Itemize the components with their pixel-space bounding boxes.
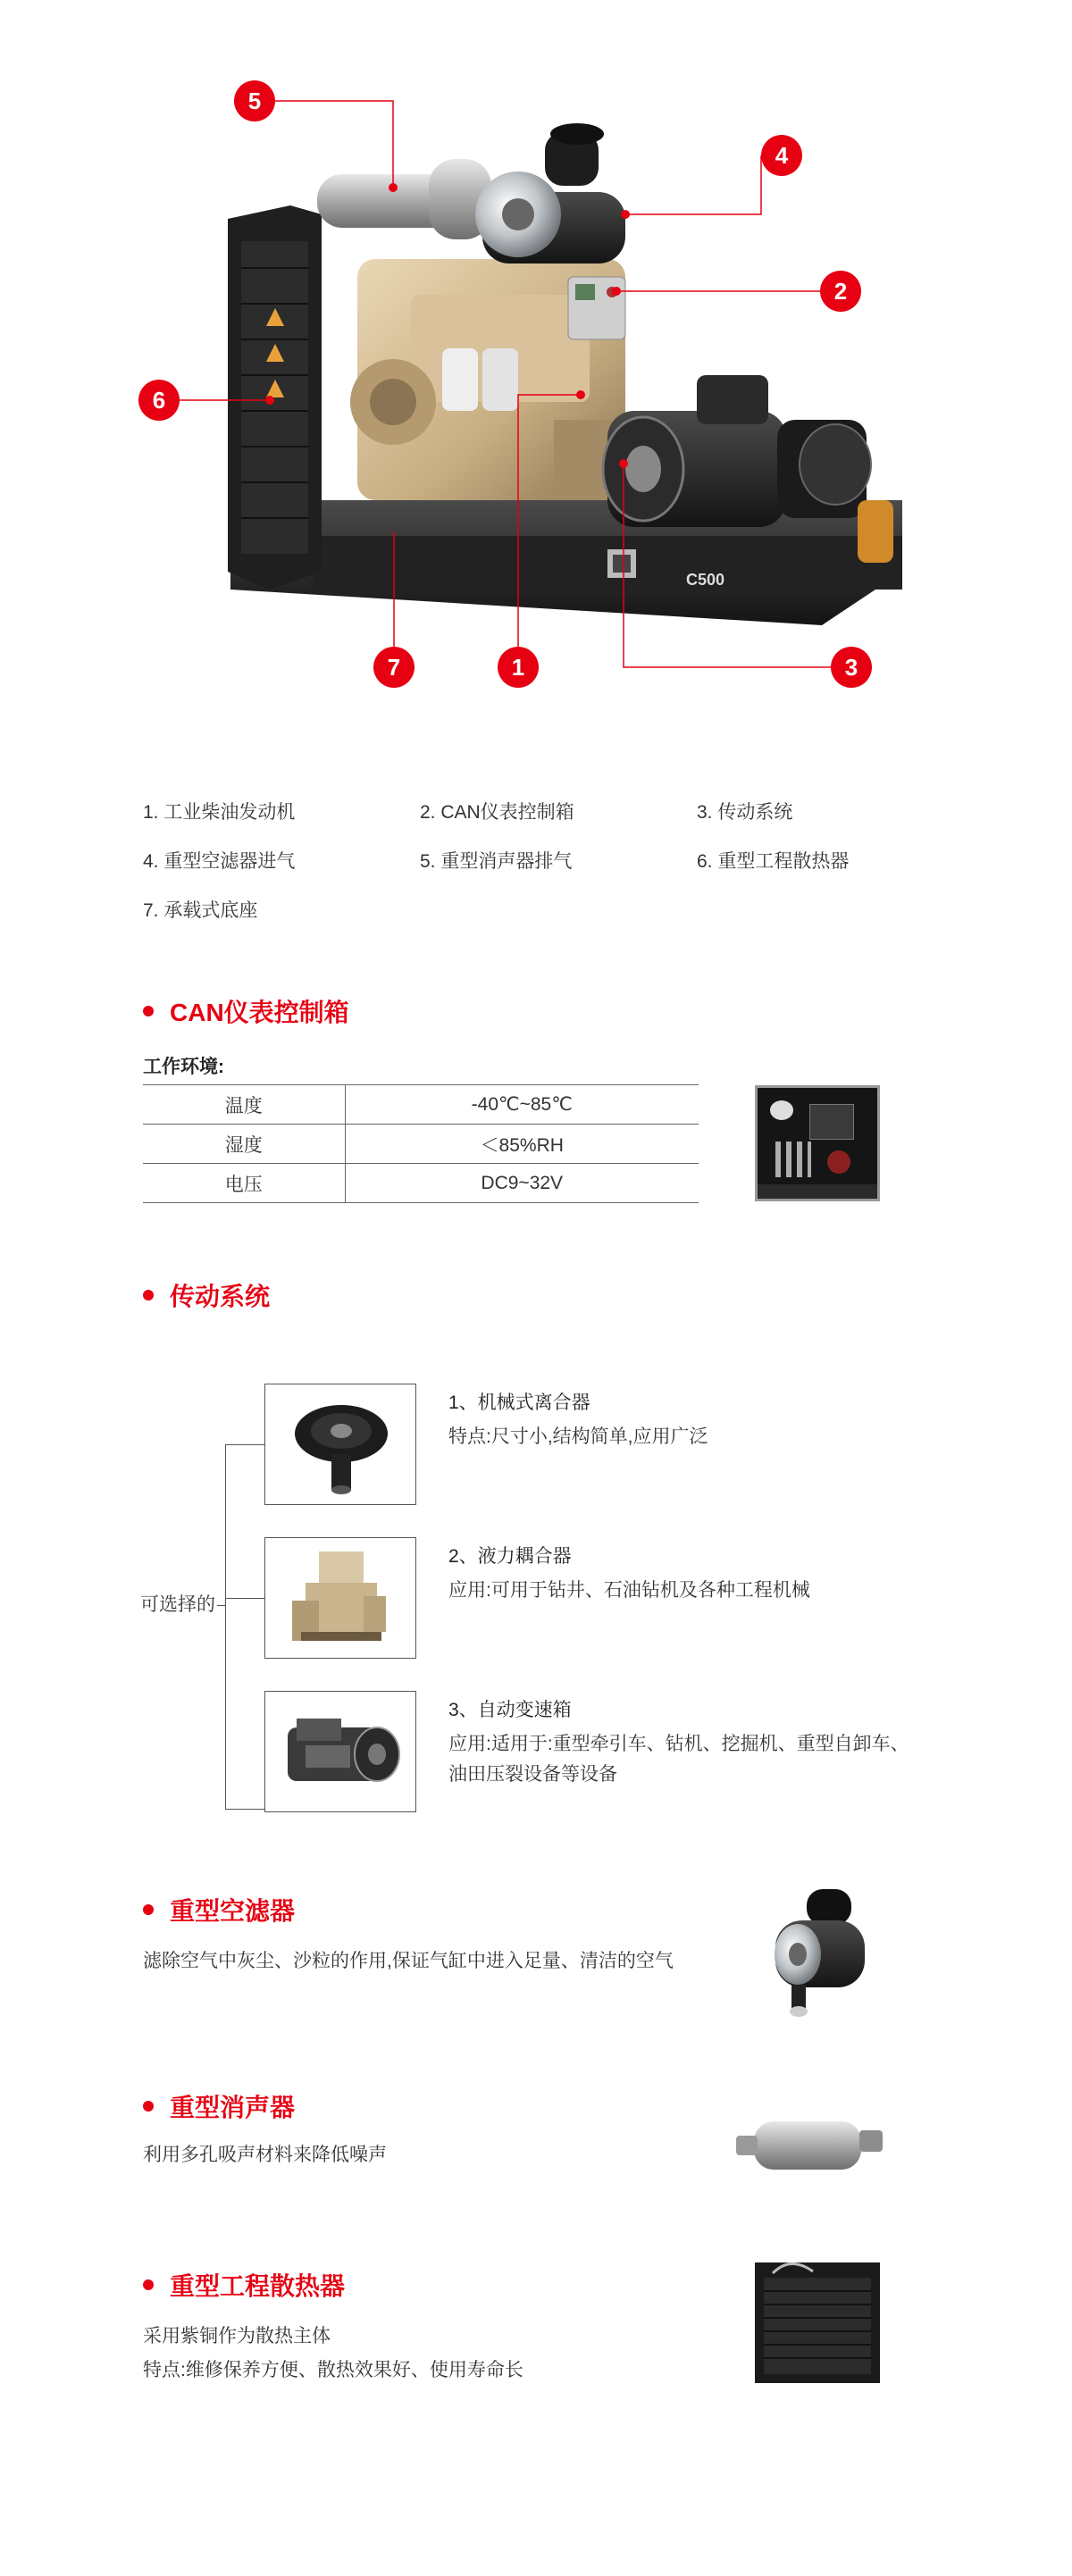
radiator-section-title: 重型工程散热器: [170, 2272, 346, 2300]
legend-item: 4. 重型空滤器进气: [143, 851, 296, 872]
bullet-icon: [143, 1904, 154, 1915]
pointer-dot-1: [576, 390, 585, 399]
callout-3: 3: [831, 647, 872, 688]
air-filter-image: [758, 1885, 883, 2028]
callout-7: 7: [373, 647, 415, 688]
legend-item: 2. CAN仪表控制箱: [420, 802, 574, 823]
legend-item: 3. 传动系统: [697, 802, 793, 823]
option-desc: 应用:可用于钻井、石油钻机及各种工程机械: [448, 1580, 810, 1601]
air-filter-desc: 滤除空气中灰尘、沙粒的作用,保证气缸中进入足量、清洁的空气: [143, 1951, 674, 1971]
option-title: 2、液力耦合器: [448, 1546, 572, 1567]
clutch-illustration: [265, 1384, 416, 1505]
pointer-dot-5: [389, 183, 398, 192]
table-row: [143, 1085, 699, 1125]
pointer-dot-6: [265, 396, 274, 405]
callout-4: 4: [761, 135, 802, 176]
bracket-line: [225, 1809, 264, 1810]
bullet-icon: [143, 1290, 154, 1301]
muffler-section-title: 重型消声器: [170, 2094, 296, 2121]
table-cell-value: -40℃~85℃: [345, 1085, 699, 1125]
table-cell-key: 湿度: [143, 1125, 345, 1164]
table-cell-value: ＜85%RH: [345, 1125, 699, 1164]
legend-item: 7. 承载式底座: [143, 900, 258, 921]
option-desc: 特点:尺寸小,结构简单,应用广泛: [448, 1426, 708, 1447]
panel-screen: [770, 1100, 793, 1120]
legend-item: 1. 工业柴油发动机: [143, 802, 296, 823]
generator-badge: C500: [686, 571, 725, 589]
table-cell-key: 温度: [143, 1085, 345, 1125]
callout-2: 2: [820, 271, 861, 312]
bracket-line: [225, 1444, 226, 1809]
panel-knob: [827, 1150, 850, 1174]
option-desc: 应用:适用于:重型牵引车、钻机、挖掘机、重型自卸车、: [448, 1734, 909, 1754]
option-title: 3、自动变速箱: [448, 1700, 572, 1720]
pointer-dot-3: [619, 459, 628, 468]
bullet-icon: [143, 2279, 154, 2290]
pointer-dot-4: [621, 210, 630, 219]
fluid-coupling-illustration: [265, 1538, 416, 1659]
radiator-desc-2: 特点:维修保养方便、散热效果好、使用寿命长: [143, 2360, 523, 2380]
bullet-icon: [143, 2101, 154, 2112]
gearbox-illustration: [265, 1692, 416, 1812]
legend-item: 5. 重型消声器排气: [420, 851, 573, 872]
bracket-line: [225, 1598, 264, 1599]
muffler-image: [734, 2103, 886, 2184]
air-filter-section-title: 重型空滤器: [170, 1897, 296, 1925]
genset-illustration: [0, 0, 1072, 715]
automatic-gearbox-image: [264, 1691, 416, 1812]
radiator-desc-1: 采用紫铜作为散热主体: [143, 2326, 331, 2346]
pointer-dot-2: [612, 287, 621, 296]
can-section-title: CAN仪表控制箱: [170, 999, 349, 1026]
table-cell-key: 电压: [143, 1164, 345, 1203]
bracket-line: [225, 1444, 264, 1445]
transmission-section-title: 传动系统: [170, 1283, 271, 1310]
option-title: 1、机械式离合器: [448, 1393, 590, 1413]
selectable-label: 可选择的: [140, 1594, 215, 1615]
panel-footer: [758, 1184, 877, 1199]
env-label: 工作环境:: [143, 1057, 224, 1077]
radiator-image: [750, 2255, 884, 2389]
fluid-coupling-image: [264, 1537, 416, 1659]
bullet-icon: [143, 1006, 154, 1016]
clutch-image: [264, 1384, 416, 1505]
callout-1: 1: [498, 647, 539, 688]
muffler-desc: 利用多孔吸声材料来降低噪声: [143, 2145, 387, 2165]
table-row: [143, 1125, 699, 1164]
legend-item: 6. 重型工程散热器: [697, 851, 850, 872]
bracket-line: [217, 1605, 226, 1606]
panel-display: [809, 1104, 854, 1140]
callout-6: 6: [138, 380, 180, 421]
env-table: [143, 1084, 699, 1203]
callout-5: 5: [234, 80, 275, 121]
genset-diagram: [0, 0, 1072, 715]
panel-buttons: [775, 1142, 811, 1177]
table-row: [143, 1164, 699, 1203]
option-desc: 油田压裂设备等设备: [448, 1764, 617, 1785]
table-cell-value: DC9~32V: [345, 1164, 699, 1203]
control-panel-image: [755, 1085, 880, 1201]
